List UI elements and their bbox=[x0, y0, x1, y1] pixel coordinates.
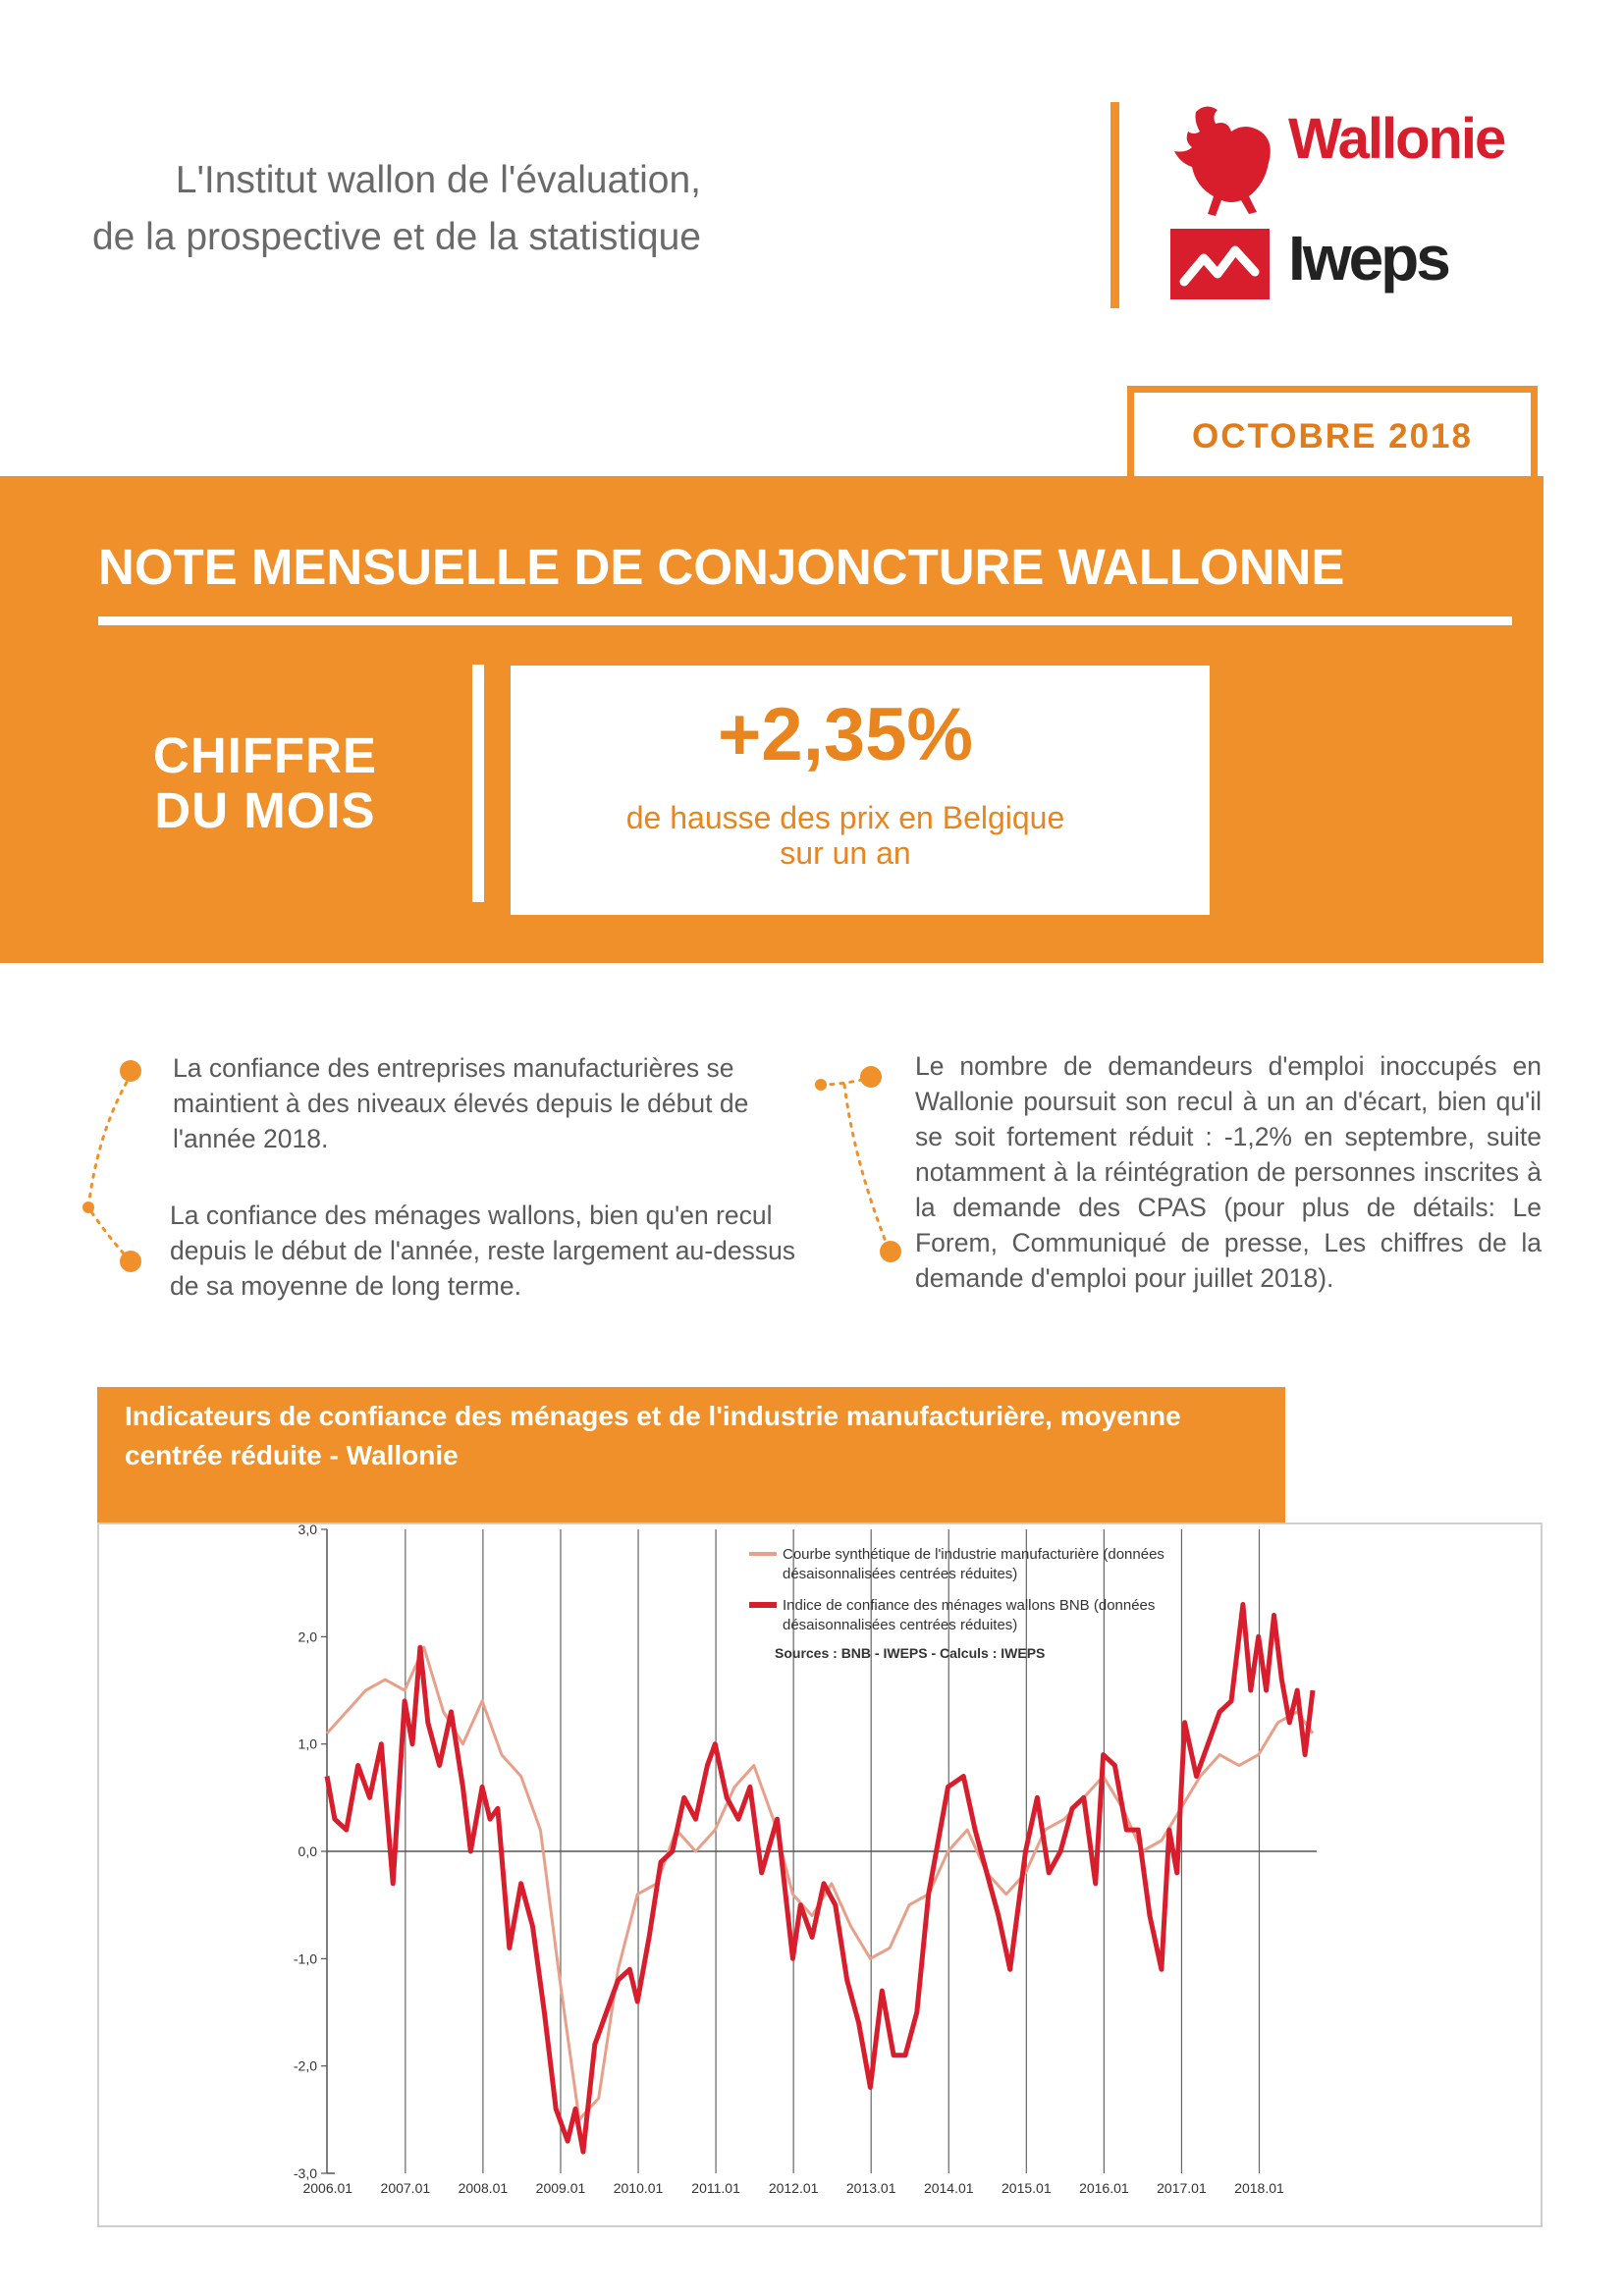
title-rule bbox=[98, 616, 1512, 625]
chiffre-line-2: DU MOIS bbox=[154, 782, 376, 838]
page-title: NOTE MENSUELLE DE CONJONCTURE WALLONNE bbox=[98, 539, 1345, 595]
institute-line-1: L'Institut wallon de l'évaluation, bbox=[175, 159, 701, 201]
x-tick-label: 2012.01 bbox=[768, 2180, 819, 2196]
legend-label-households-1: Indice de confiance des ménages wallons BNB (données bbox=[783, 1597, 1156, 1614]
legend-label-households-2: désaisonnalisées centrées réduites) bbox=[783, 1617, 1018, 1633]
chart-sources: Sources : BNB - IWEPS - Calculs : IWEPS bbox=[775, 1645, 1046, 1661]
chart-caption: Indicateurs de confiance des ménages et de l'industrie manufacturière, moyenne centrée réduite - Wallonie bbox=[125, 1401, 1181, 1470]
iweps-logo-text: Iweps bbox=[1288, 223, 1448, 294]
x-tick-label: 2018.01 bbox=[1234, 2180, 1284, 2196]
confidence-line-chart bbox=[99, 1524, 1541, 2225]
iweps-logo-box bbox=[1170, 229, 1270, 299]
institute-name bbox=[14, 152, 701, 266]
wallonie-logo-text: Wallonie bbox=[1288, 107, 1505, 171]
chart-legend bbox=[749, 1546, 1164, 1661]
x-tick-label: 2017.01 bbox=[1157, 2180, 1207, 2196]
y-tick-label: 0,0 bbox=[298, 1843, 317, 1859]
rooster-icon bbox=[1166, 102, 1282, 220]
chiffre-du-mois-label bbox=[98, 728, 432, 838]
chart-series bbox=[327, 1605, 1313, 2153]
x-tick-label: 2015.01 bbox=[1001, 2180, 1052, 2196]
y-tick-label: 1,0 bbox=[298, 1735, 317, 1752]
iweps-wave-icon bbox=[1170, 229, 1270, 299]
bullet-dot-2 bbox=[120, 1251, 141, 1272]
highlight-paragraph-2: La confiance des ménages wallons, bien qu'en recul depuis le début de l'année, reste largement au-dessus de sa moyenne de long terme. bbox=[170, 1201, 796, 1301]
series-line-households bbox=[327, 1605, 1313, 2153]
x-tick-label: 2008.01 bbox=[458, 2180, 509, 2196]
chart-x-ticks bbox=[302, 2180, 1284, 2196]
key-figure-description bbox=[511, 800, 1180, 871]
left-connector-dots bbox=[79, 1060, 137, 1266]
month-label: OCTOBRE 2018 bbox=[1192, 417, 1473, 455]
x-tick-label: 2009.01 bbox=[535, 2180, 586, 2196]
banner-divider bbox=[472, 665, 484, 902]
x-tick-label: 2006.01 bbox=[302, 2180, 353, 2196]
y-tick-label: -2,0 bbox=[293, 2057, 317, 2074]
key-figure-value: +2,35% bbox=[718, 693, 973, 776]
institute-line-2: de la prospective et de la statistique bbox=[91, 216, 701, 258]
y-tick-label: 2,0 bbox=[298, 1629, 317, 1645]
bullet-dot-1 bbox=[120, 1060, 141, 1082]
x-tick-label: 2014.01 bbox=[923, 2180, 974, 2196]
x-tick-label: 2010.01 bbox=[613, 2180, 664, 2196]
y-tick-label: -3,0 bbox=[293, 2165, 317, 2181]
y-tick-label: 3,0 bbox=[298, 1524, 317, 1537]
x-tick-label: 2016.01 bbox=[1079, 2180, 1129, 2196]
x-tick-label: 2007.01 bbox=[380, 2180, 431, 2196]
highlight-paragraph-3: Le nombre de demandeurs d'emploi inoccupés en Wallonie poursuit son recul à un an d'écart, bien qu'il se soit fortement réduit : -1,2% en septembre, suite notamment à la réintégration de personnes inscrites à la demande des CPAS (pour plus de détails: Le Forem, Communiqué de presse, Les chiffres de la demande d'emploi pour juillet 2018). bbox=[915, 1051, 1542, 1293]
bullet-dot-4 bbox=[880, 1241, 901, 1262]
highlight-paragraph-1: La confiance des entreprises manufacturières se maintient à des niveaux élevés depuis le début de l'année 2018. bbox=[173, 1053, 749, 1153]
legend-label-industry-1: Courbe synthétique de l'industrie manufacturière (données bbox=[783, 1546, 1164, 1563]
header-divider bbox=[1110, 102, 1119, 308]
chiffre-line-1: CHIFFRE bbox=[153, 727, 377, 783]
right-connector-dots bbox=[815, 1065, 893, 1261]
chart-y-ticks bbox=[294, 1524, 327, 2181]
key-figure-desc-line-2: sur un an bbox=[780, 835, 911, 871]
key-figure-desc-line-1: de hausse des prix en Belgique bbox=[625, 800, 1065, 835]
x-tick-label: 2013.01 bbox=[845, 2180, 896, 2196]
x-tick-label: 2011.01 bbox=[691, 2180, 740, 2196]
y-tick-label: -1,0 bbox=[293, 1950, 317, 1967]
bullet-dot-3 bbox=[860, 1066, 882, 1088]
legend-label-industry-2: désaisonnalisées centrées réduites) bbox=[783, 1566, 1018, 1582]
